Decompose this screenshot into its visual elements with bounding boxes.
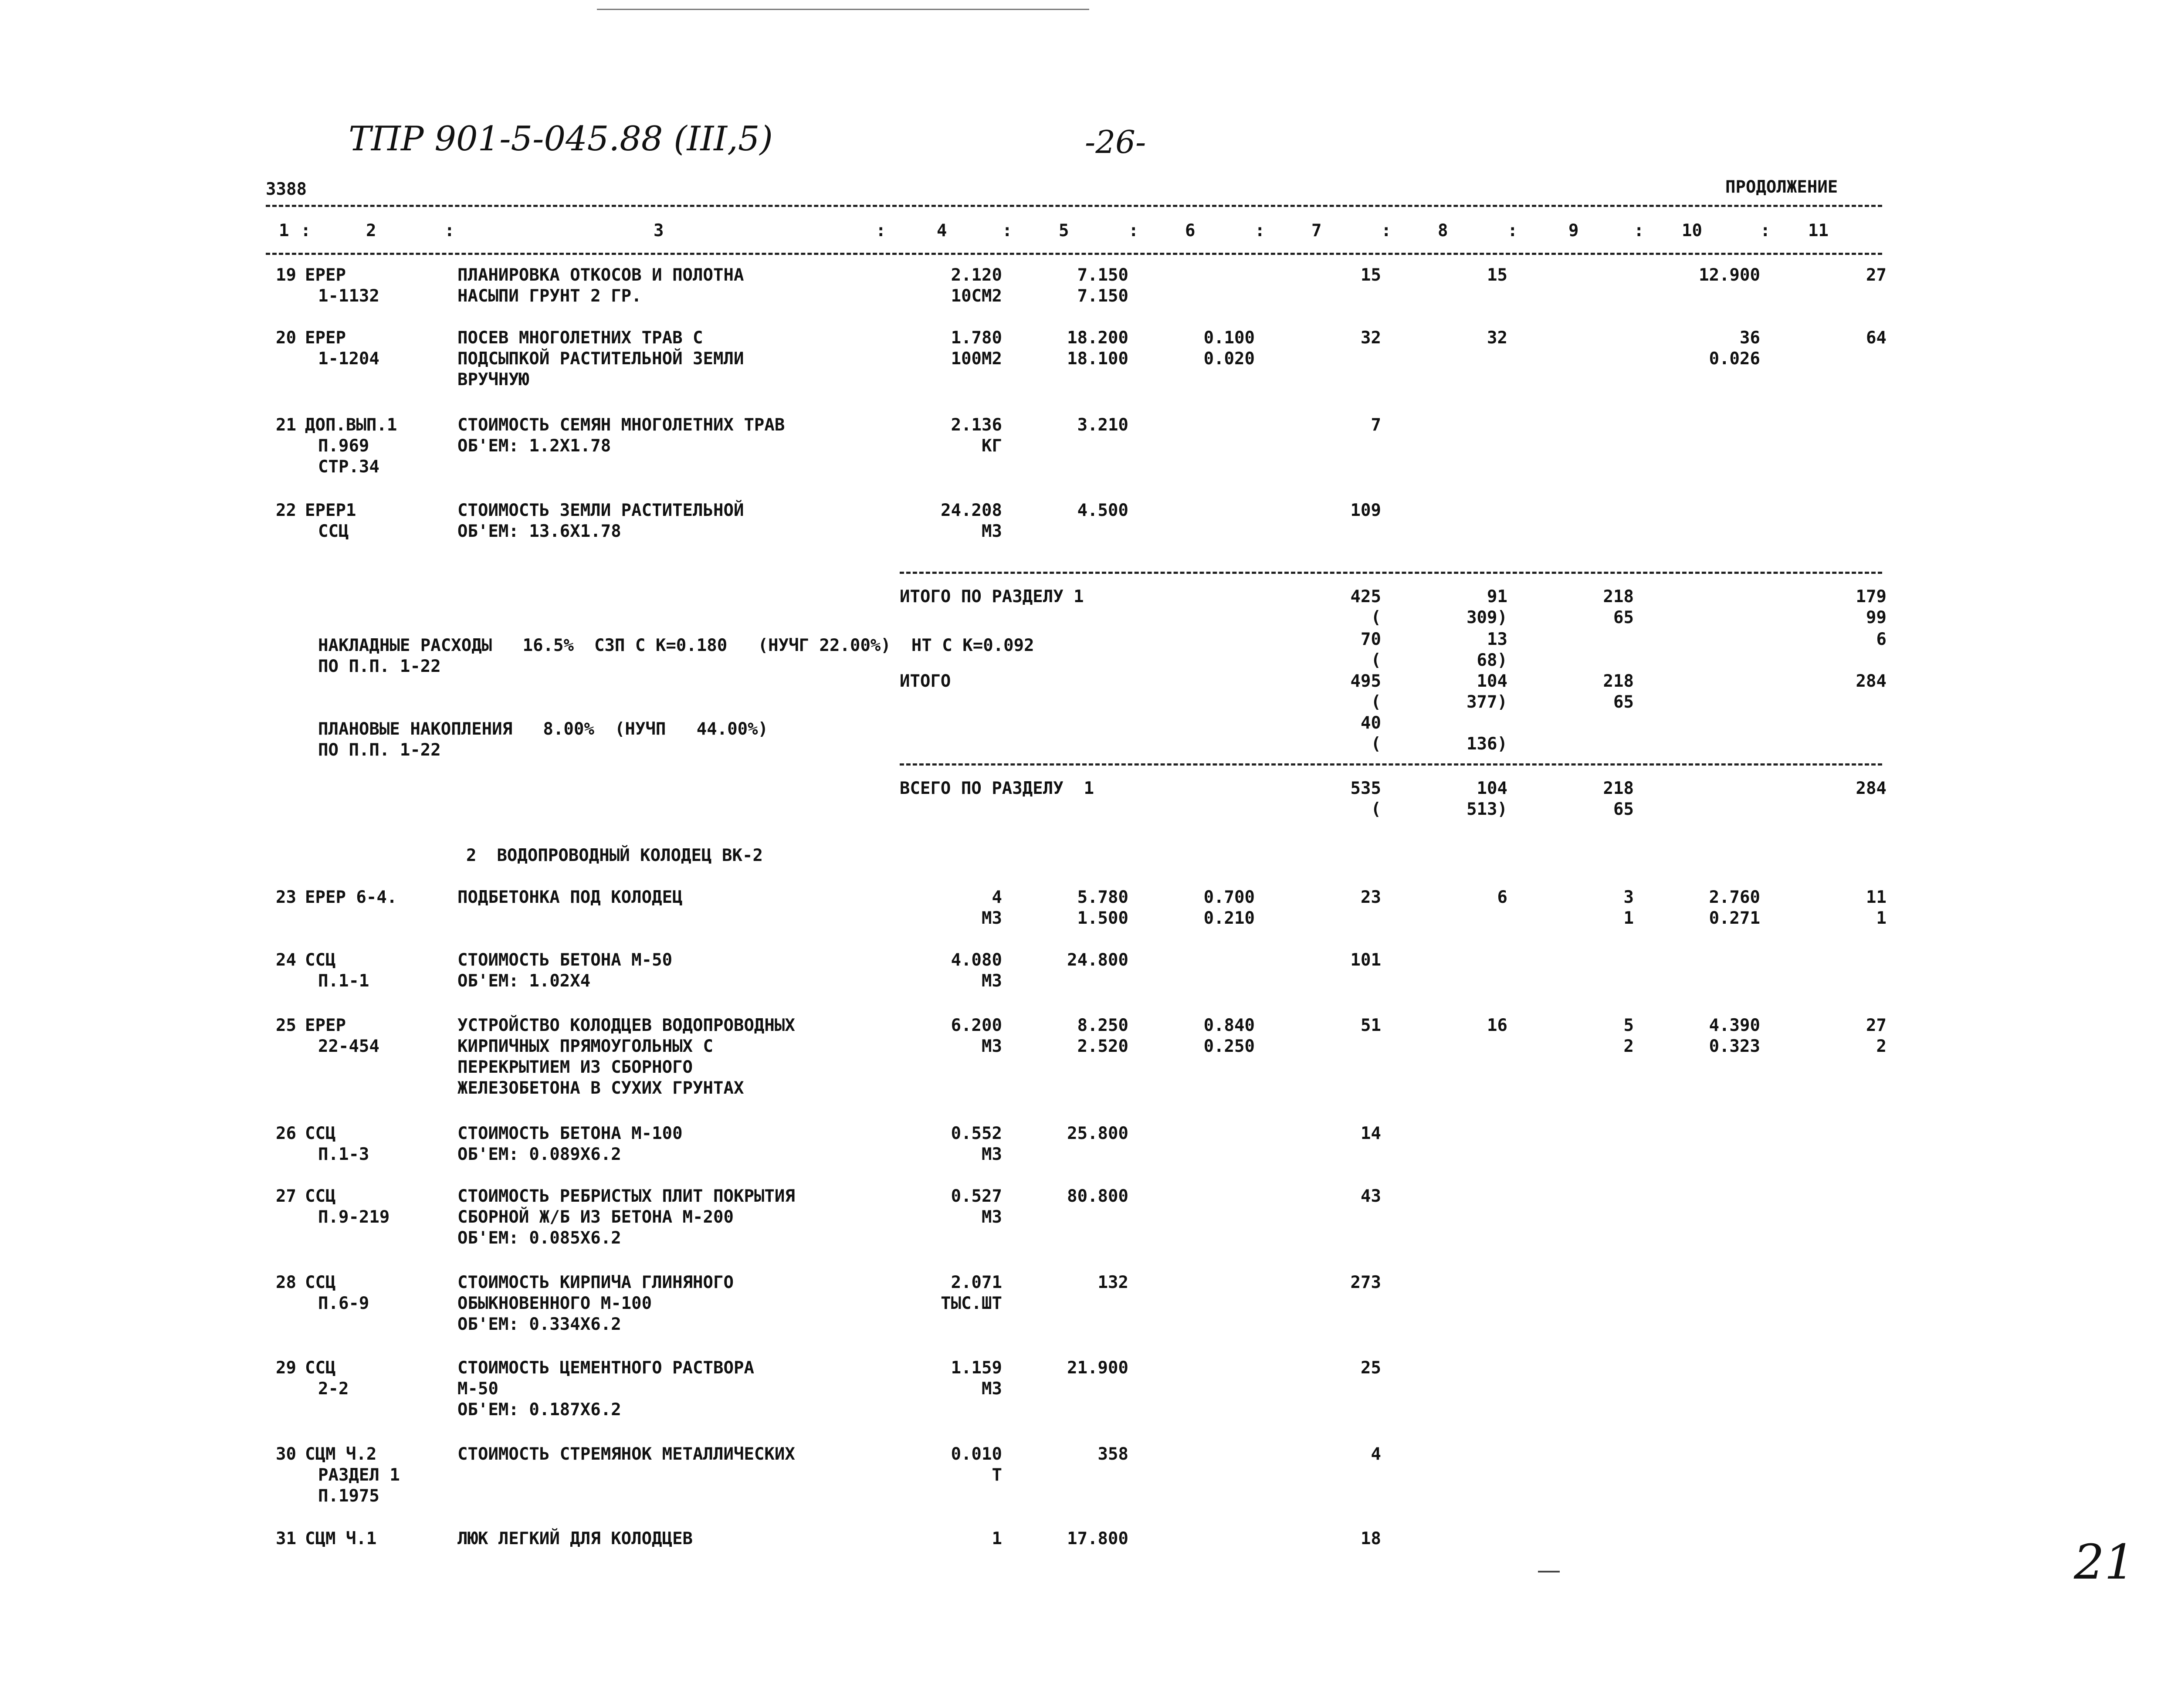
row-quantity: М3 [982, 522, 1002, 541]
row-col-7: 4 [1371, 1444, 1381, 1464]
summary-col-7: 535 [1350, 779, 1381, 798]
summary-col-8: 68) [1477, 651, 1507, 670]
row-number: 21 [276, 415, 296, 435]
row-col-7: 273 [1350, 1273, 1381, 1292]
row-col-9: 2 [1623, 1037, 1634, 1056]
summary-note: ПЛАНОВЫЕ НАКОПЛЕНИЯ 8.00% (НУЧП 44.00%) [318, 719, 769, 739]
row-code: 1-1204 [318, 349, 379, 369]
row-col-8: 6 [1497, 888, 1507, 907]
row-code: П.1-1 [318, 971, 369, 991]
row-col-6: 0.840 [1203, 1016, 1255, 1035]
row-number: 25 [276, 1016, 296, 1035]
row-description: ПОДБЕТОНКА ПОД КОЛОДЕЦ [457, 888, 683, 907]
row-unit-price: 132 [1097, 1273, 1128, 1292]
row-description: ОБ'ЕМ: 0.187Х6.2 [457, 1400, 621, 1420]
summary-col-8: 309) [1467, 608, 1507, 627]
row-col-11: 64 [1866, 328, 1887, 348]
summary-col-9: 65 [1613, 608, 1634, 627]
summary-col-7: 70 [1361, 630, 1381, 649]
summary-note-scope: ПО П.П. 1-22 [318, 657, 441, 676]
row-code: ЕРЕР [305, 328, 346, 348]
row-description: ОБ'ЕМ: 1.02Х4 [457, 971, 591, 991]
row-description: ПЕРЕКРЫТИЕМ ИЗ СБОРНОГО [457, 1057, 693, 1077]
row-description: ЖЕЛЕЗОБЕТОНА В СУХИХ ГРУНТАХ [457, 1078, 744, 1098]
row-col-7: 101 [1350, 950, 1381, 970]
row-col-10: 36 [1740, 328, 1760, 348]
summary-col-8: 136) [1467, 734, 1507, 754]
row-code: СЦМ Ч.2 [305, 1444, 377, 1464]
row-number: 20 [276, 328, 296, 348]
row-quantity: 6.200 [951, 1016, 1002, 1035]
summary-col-8: 377) [1467, 692, 1507, 712]
row-code: ССЦ [318, 522, 349, 541]
col-4: 4 [937, 221, 947, 241]
row-description: СТОИМОСТЬ РЕБРИСТЫХ ПЛИТ ПОКРЫТИЯ [457, 1186, 795, 1206]
form-number: 3388 [266, 180, 307, 199]
col-9: 9 [1568, 221, 1579, 241]
summary-col-7: ( [1371, 800, 1381, 819]
row-quantity: 1.780 [951, 328, 1002, 348]
row-number: 24 [276, 950, 296, 970]
summary-col-7: ( [1371, 692, 1381, 712]
row-col-10: 12.900 [1699, 265, 1760, 285]
row-description: ОБ'ЕМ: 13.6Х1.78 [457, 522, 621, 541]
summary-col-11: 284 [1856, 779, 1887, 798]
row-col-9: 3 [1623, 888, 1634, 907]
estimate-sheet: ТПР 901-5-045.88 (III,5) -26- 3388 ПРОДОЛЖЕНИЕ 1 2 3 4 5 6 7 8 9 10 11 : : : : : : : : : : 19 ЕРЕР 1-1132 ПЛАНИРОВКА ОТКОСОВ И ПОЛОТНА НАСЫПИ ГРУНТ 2 ГР. 2.120 10СМ2 7.150 7.150 15 15 12.900 27 20 ЕРЕР 1-1204 ПОСЕВ МНОГОЛЕТНИХ ТРАВ С ПОДСЫПКОЙ РАСТИТЕЛЬНОЙ ЗЕМЛИ ВРУЧНУЮ 1.780 100М2 18.200 18.100 0.100 0.020 32 32 36 0.026 64 21 ДОП.ВЫП.1 П.969 СТР.34 СТОИМОСТЬ СЕМЯН МНОГОЛЕТНИХ ТРАВ ОБ'ЕМ: 1.2Х1.78 2.136 КГ 3.210 7 22 ЕРЕР1 ССЦ СТОИМОСТЬ ЗЕМЛИ РАСТИТЕЛЬНОЙ ОБ'ЕМ: 13.6Х1.78 24.208 М3 4.500 109 ИТОГО ПО РАЗДЕЛУ 1 425 ( 91 309) 218 65 179 99 НАКЛАДНЫЕ РАСХОДЫ 16.5% СЗП С К=0.180 (НУЧГ 22.00%) НТ С К=0.092 ПО П.П. 1-22 70 ( 13 68) 6 ИТОГО 495 ( 104 377) 218 65 284 ПЛАНОВЫЕ НАКОПЛЕНИЯ 8.00% (НУЧП 44.00%) ПО П.П. 1-22 40 ( 136) ВСЕГО ПО РАЗДЕЛУ 1 535 ( 104 513) 218 65 284 2 ВОДОПРОВОДНЫЙ КОЛОДЕЦ ВК-2 23 ЕРЕР 6-4. ПОДБЕТОНКА ПОД КОЛОДЕЦ 4 М3 5.780 1.500 0.700 0.210 23 6 3 1 2.760 0.271 11 1 24 ССЦ П.1-1 СТОИМОСТЬ БЕТОНА М-50 ОБ'ЕМ: 1.02Х4 4.080 М3 24.800 101 25 ЕРЕР 22-454 УСТРОЙСТВО КОЛОДЦЕВ ВОДОПРОВОДНЫХ КИРПИЧНЫХ ПРЯМОУГОЛЬНЫХ С ПЕРЕКРЫТИЕМ ИЗ СБОРНОГО ЖЕЛЕЗОБЕТОНА В СУХИХ ГРУНТАХ 6.200 М3 8.250 2.520 0.840 0.250 51 16 5 2 4.390 0.323 27 2 26 ССЦ П.1-3 СТОИМОСТЬ БЕТОНА М-100 ОБ'ЕМ: 0.089Х6.2 0.552 М3 25.800 14 27 ССЦ П.9-219 СТОИМОСТЬ РЕБРИСТЫХ ПЛИТ ПОКРЫТИЯ СБОРНОЙ Ж/Б ИЗ БЕТОНА М-200 ОБ'ЕМ: 0.085Х6.2 0.527 М3 80.800 43 28 ССЦ П.6-9 СТОИМОСТЬ КИРПИЧА ГЛИНЯНОГО ОБЫКНОВЕННОГО М-100 ОБ'ЕМ: 0.334Х6.2 2.071 ТЫС.ШТ 132 273 29 ССЦ 2-2 СТОИМОСТЬ ЦЕМЕНТНОГО РАСТВОРА М-50 ОБ'ЕМ: 0.187Х6.2 1.159 М3 21.900 25 30 СЦМ Ч.2 РАЗДЕЛ 1 П.1975 СТОИМОСТЬ СТРЕМЯНОК МЕТАЛЛИЧЕСКИХ 0.010 Т 358 4 31 СЦМ Ч.1 ЛЮК ЛЕГКИЙ ДЛЯ КОЛОДЦЕВ 1 17.800 18 21 [0, 0, 2171, 1708]
row-code: П.6-9 [318, 1294, 369, 1313]
row-description: ОБ'ЕМ: 0.089Х6.2 [457, 1145, 621, 1164]
row-unit-price: 7.150 [1077, 286, 1128, 306]
summary-label: ИТОГО [900, 671, 951, 691]
row-description: СТОИМОСТЬ КИРПИЧА ГЛИНЯНОГО [457, 1273, 734, 1292]
summary-col-9: 65 [1613, 800, 1634, 819]
summary-note: НАКЛАДНЫЕ РАСХОДЫ 16.5% СЗП С К=0.180 (НУЧГ 22.00%) НТ С К=0.092 [318, 636, 1034, 655]
row-unit-price: 8.250 [1077, 1016, 1128, 1035]
row-col-10: 2.760 [1709, 888, 1760, 907]
row-quantity: М3 [982, 971, 1002, 991]
summary-label: ИТОГО ПО РАЗДЕЛУ 1 [900, 587, 1084, 607]
doc-code: ТПР 901-5-045.88 (III,5) [349, 119, 773, 159]
col-5: 5 [1059, 221, 1069, 241]
summary-col-9: 65 [1613, 692, 1634, 712]
row-description: ВРУЧНУЮ [457, 370, 529, 390]
summary-rule-2 [900, 763, 1882, 766]
row-code: П.1975 [318, 1486, 379, 1506]
row-col-7: 18 [1361, 1529, 1381, 1549]
row-col-7: 7 [1371, 415, 1381, 435]
col-6: 6 [1185, 221, 1196, 241]
summary-col-11: 99 [1866, 608, 1887, 627]
row-col-6: 0.250 [1203, 1037, 1255, 1056]
col-10: 10 [1682, 221, 1702, 241]
col-11: 11 [1808, 221, 1829, 241]
row-description: УСТРОЙСТВО КОЛОДЦЕВ ВОДОПРОВОДНЫХ [457, 1016, 795, 1035]
row-unit-price: 25.800 [1067, 1124, 1128, 1143]
row-quantity: М3 [982, 908, 1002, 928]
summary-col-7: ( [1371, 608, 1381, 627]
row-description: ПОДСЫПКОЙ РАСТИТЕЛЬНОЙ ЗЕМЛИ [457, 349, 744, 369]
row-col-10: 0.323 [1709, 1037, 1760, 1056]
row-code: ССЦ [305, 950, 336, 970]
row-quantity: 2.120 [951, 265, 1002, 285]
row-col-7: 15 [1361, 265, 1381, 285]
row-code: ССЦ [305, 1273, 336, 1292]
row-description: СБОРНОЙ Ж/Б ИЗ БЕТОНА М-200 [457, 1207, 734, 1227]
row-number: 29 [276, 1358, 296, 1378]
row-quantity: КГ [982, 436, 1002, 456]
row-quantity: 4.080 [951, 950, 1002, 970]
row-code: ССЦ [305, 1186, 336, 1206]
col-2: 2 [366, 221, 376, 241]
row-unit-price: 1.500 [1077, 908, 1128, 928]
summary-note-scope: ПО П.П. 1-22 [318, 740, 441, 760]
row-code: ЕРЕР [305, 1016, 346, 1035]
header-rule-bottom [266, 253, 1882, 255]
row-unit-price: 2.520 [1077, 1037, 1128, 1056]
row-number: 27 [276, 1186, 296, 1206]
margin-dash [1538, 1571, 1560, 1572]
row-unit-price: 5.780 [1077, 888, 1128, 907]
col-1: 1 [279, 221, 289, 241]
row-col-7: 14 [1361, 1124, 1381, 1143]
row-unit-price: 24.800 [1067, 950, 1128, 970]
row-unit-price: 7.150 [1077, 265, 1128, 285]
row-quantity: М3 [982, 1207, 1002, 1227]
summary-col-9: 218 [1603, 779, 1634, 798]
row-col-8: 16 [1487, 1016, 1507, 1035]
summary-col-8: 104 [1477, 779, 1507, 798]
row-col-7: 51 [1361, 1016, 1381, 1035]
row-description: СТОИМОСТЬ ЦЕМЕНТНОГО РАСТВОРА [457, 1358, 754, 1378]
row-code: П.1-3 [318, 1145, 369, 1164]
row-description: НАСЫПИ ГРУНТ 2 ГР. [457, 286, 642, 306]
row-number: 19 [276, 265, 296, 285]
row-code: ЕРЕР 6-4. [305, 888, 397, 907]
summary-label: ВСЕГО ПО РАЗДЕЛУ 1 [900, 779, 1094, 798]
row-col-9: 5 [1623, 1016, 1634, 1035]
row-quantity: 4 [992, 888, 1002, 907]
row-description: СТОИМОСТЬ СТРЕМЯНОК МЕТАЛЛИЧЕСКИХ [457, 1444, 795, 1464]
row-quantity: 2.136 [951, 415, 1002, 435]
row-quantity: М3 [982, 1037, 1002, 1056]
row-description: СТОИМОСТЬ СЕМЯН МНОГОЛЕТНИХ ТРАВ [457, 415, 785, 435]
row-description: ОБ'ЕМ: 0.085Х6.2 [457, 1228, 621, 1248]
row-code: П.9-219 [318, 1207, 390, 1227]
row-quantity: 2.071 [951, 1273, 1002, 1292]
row-number: 23 [276, 888, 296, 907]
summary-col-11: 6 [1876, 630, 1887, 649]
summary-col-9: 218 [1603, 671, 1634, 691]
section-2-title: 2 ВОДОПРОВОДНЫЙ КОЛОДЕЦ ВК-2 [466, 846, 763, 865]
row-quantity: М3 [982, 1145, 1002, 1164]
row-unit-price: 17.800 [1067, 1529, 1128, 1549]
row-code: ССЦ [305, 1358, 336, 1378]
row-code: ССЦ [305, 1124, 336, 1143]
row-code: 22-454 [318, 1037, 379, 1056]
summary-col-7: 425 [1350, 587, 1381, 607]
row-number: 26 [276, 1124, 296, 1143]
row-description: М-50 [457, 1379, 498, 1399]
row-unit-price: 18.200 [1067, 328, 1128, 348]
row-code: СЦМ Ч.1 [305, 1529, 377, 1549]
top-rule [597, 9, 1089, 10]
row-col-10: 0.271 [1709, 908, 1760, 928]
row-col-9: 1 [1623, 908, 1634, 928]
col-3: 3 [654, 221, 664, 241]
header-rule-top [266, 205, 1882, 207]
row-unit-price: 4.500 [1077, 501, 1128, 520]
row-col-11: 11 [1866, 888, 1887, 907]
summary-col-8: 13 [1487, 630, 1507, 649]
row-col-6: 0.210 [1203, 908, 1255, 928]
row-quantity: 1 [992, 1529, 1002, 1549]
row-description: СТОИМОСТЬ БЕТОНА М-100 [457, 1124, 683, 1143]
row-col-8: 32 [1487, 328, 1507, 348]
row-quantity: 100М2 [951, 349, 1002, 369]
summary-col-7: 40 [1361, 713, 1381, 733]
row-col-8: 15 [1487, 265, 1507, 285]
row-col-7: 23 [1361, 888, 1381, 907]
row-quantity: 1.159 [951, 1358, 1002, 1378]
summary-col-7: 495 [1350, 671, 1381, 691]
row-code: ДОП.ВЫП.1 [305, 415, 397, 435]
row-col-6: 0.100 [1203, 328, 1255, 348]
row-code: П.969 [318, 436, 369, 456]
row-col-7: 43 [1361, 1186, 1381, 1206]
row-number: 30 [276, 1444, 296, 1464]
row-description: ПОСЕВ МНОГОЛЕТНИХ ТРАВ С [457, 328, 703, 348]
row-col-11: 27 [1866, 265, 1887, 285]
row-unit-price: 3.210 [1077, 415, 1128, 435]
row-quantity: 0.527 [951, 1186, 1002, 1206]
row-col-11: 1 [1876, 908, 1887, 928]
row-col-7: 25 [1361, 1358, 1381, 1378]
summary-rule-1 [900, 572, 1882, 574]
row-unit-price: 80.800 [1067, 1186, 1128, 1206]
row-unit-price: 358 [1097, 1444, 1128, 1464]
summary-col-9: 218 [1603, 587, 1634, 607]
row-description: ПЛАНИРОВКА ОТКОСОВ И ПОЛОТНА [457, 265, 744, 285]
row-quantity: 24.208 [941, 501, 1002, 520]
row-code: ЕРЕР1 [305, 501, 356, 520]
summary-col-8: 513) [1467, 800, 1507, 819]
row-description: СТОИМОСТЬ ЗЕМЛИ РАСТИТЕЛЬНОЙ [457, 501, 744, 520]
row-col-7: 32 [1361, 328, 1381, 348]
row-col-10: 4.390 [1709, 1016, 1760, 1035]
row-number: 31 [276, 1529, 296, 1549]
row-description: ЛЮК ЛЕГКИЙ ДЛЯ КОЛОДЦЕВ [457, 1529, 693, 1549]
summary-col-11: 179 [1856, 587, 1887, 607]
row-quantity: 10СМ2 [951, 286, 1002, 306]
row-unit-price: 21.900 [1067, 1358, 1128, 1378]
row-number: 28 [276, 1273, 296, 1292]
row-col-11: 2 [1876, 1037, 1887, 1056]
row-unit-price: 18.100 [1067, 349, 1128, 369]
col-7: 7 [1311, 221, 1322, 241]
row-description: ОБ'ЕМ: 1.2Х1.78 [457, 436, 611, 456]
row-code: 1-1132 [318, 286, 379, 306]
row-col-11: 27 [1866, 1016, 1887, 1035]
continuation-label: ПРОДОЛЖЕНИЕ [1725, 177, 1838, 197]
row-quantity: ТЫС.ШТ [941, 1294, 1002, 1313]
col-8: 8 [1438, 221, 1448, 241]
summary-col-11: 284 [1856, 671, 1887, 691]
row-number: 22 [276, 501, 296, 520]
row-description: СТОИМОСТЬ БЕТОНА М-50 [457, 950, 673, 970]
row-col-7: 109 [1350, 501, 1381, 520]
summary-col-8: 104 [1477, 671, 1507, 691]
row-description: ОБ'ЕМ: 0.334Х6.2 [457, 1315, 621, 1334]
row-quantity: Т [992, 1465, 1002, 1485]
row-code: РАЗДЕЛ 1 [318, 1465, 400, 1485]
row-col-6: 0.700 [1203, 888, 1255, 907]
page-number: -26- [1085, 124, 1146, 160]
row-code: 2-2 [318, 1379, 349, 1399]
row-code: СТР.34 [318, 457, 379, 477]
row-quantity: 0.010 [951, 1444, 1002, 1464]
row-col-6: 0.020 [1203, 349, 1255, 369]
row-description: ОБЫКНОВЕННОГО М-100 [457, 1294, 652, 1313]
summary-col-7: ( [1371, 734, 1381, 754]
row-description: КИРПИЧНЫХ ПРЯМОУГОЛЬНЫХ С [457, 1037, 713, 1056]
row-quantity: 0.552 [951, 1124, 1002, 1143]
row-quantity: М3 [982, 1379, 1002, 1399]
summary-col-7: ( [1371, 651, 1381, 670]
row-code: ЕРЕР [305, 265, 346, 285]
row-col-10: 0.026 [1709, 349, 1760, 369]
summary-col-8: 91 [1487, 587, 1507, 607]
handwritten-sheet-number: 21 [2074, 1534, 2135, 1590]
